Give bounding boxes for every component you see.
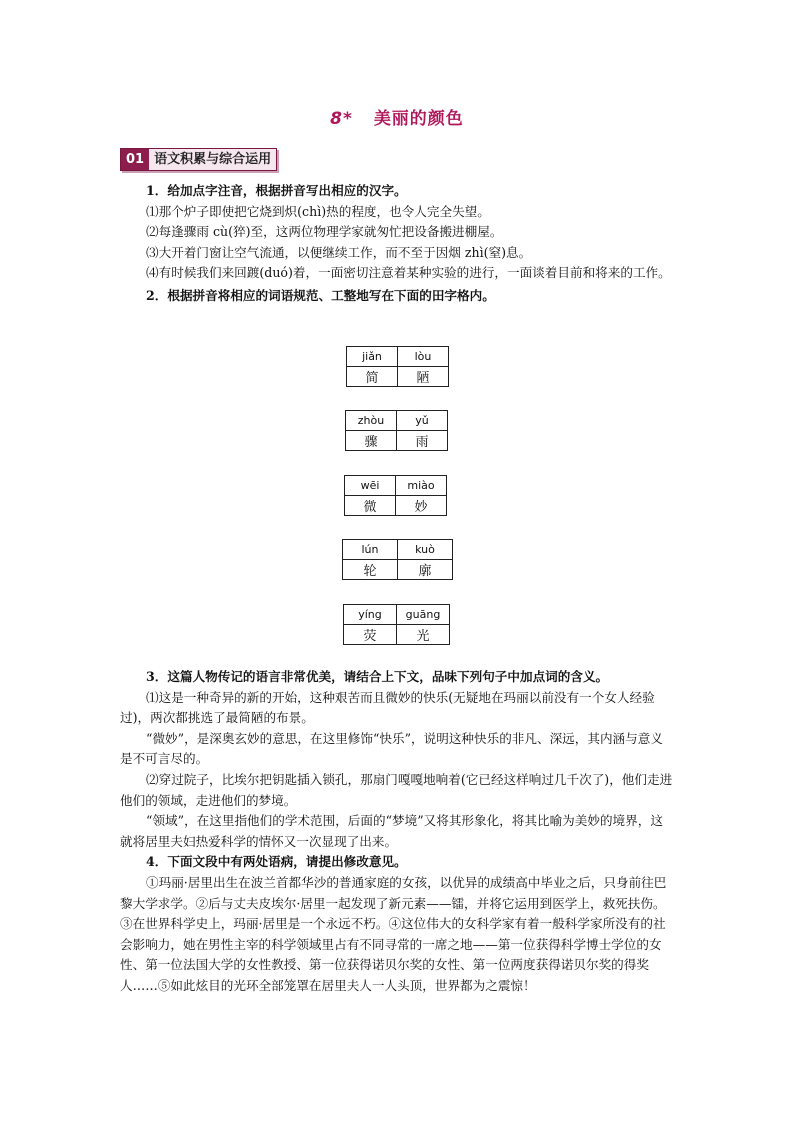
hanzi-cell: 廓 xyxy=(398,560,453,580)
pinyin-cell: yíng xyxy=(344,605,397,625)
q2-stem: 2．根据拼音将相应的词语规范、工整地写在下面的田字格内。 xyxy=(146,287,495,303)
hanzi-cell: 荧 xyxy=(344,625,397,645)
q3-sentence-1: ⑴这是一种奇异的新的开始，这种艰苦而且微妙的快乐(无疑地在玛丽以前没有一个女人经验过)，两次都挑选了最简陋的布景。 xyxy=(120,689,655,726)
lesson-title xyxy=(0,104,794,129)
section-header xyxy=(120,148,277,171)
hanzi-cell: 雨 xyxy=(397,431,448,451)
lesson-title-text: 美丽的颜色 xyxy=(373,109,464,129)
pinyin-cell: jiǎn xyxy=(347,347,398,367)
pinyin-cell: lòu xyxy=(398,347,449,367)
q4-passage: ①玛丽·居里出生在波兰首都华沙的普通家庭的女孩，以优异的成绩高中毕业之后，只身前往巴黎大学求学。②后与丈夫皮埃尔·居里一起发现了新元素——镭，并将它运用到医学上，救死扶伤。③在世界科学史上，玛丽·居里是一个永远不朽。④这位伟大的女科学家有着一般科学家所没有的社会影响力，她在男性主宰的科学领域里占有不同寻常的一席之地——第一位获得科学博士学位的女性、第一位法国大学的女性教授、第一位获得诺贝尔奖的女性、第一位两度获得诺贝尔奖的得奖人……⑤如此炫目的光环全部笼罩在居里夫人一人头顶，世界都为之震惊！ xyxy=(120,874,667,993)
tianzige-grid xyxy=(342,539,453,580)
q4-stem: 4．下面文段中有两处语病，请提出修改意见。 xyxy=(146,854,407,870)
hanzi-cell: 轮 xyxy=(343,560,398,580)
question-3 xyxy=(120,667,675,997)
lesson-number: 8* xyxy=(330,109,353,129)
hanzi-cell: 陋 xyxy=(398,367,449,387)
hanzi-cell: 骤 xyxy=(346,431,397,451)
q3-answer-2: “领域”，在这里指他们的学术范围，后面的“梦境”又将其形象化，将其比喻为美妙的境界，这就将居里夫妇热爱科学的情怀又一次显现了出来。 xyxy=(120,813,663,849)
q1-item: ⑵每逢骤雨 cù(猝)至，这两位物理学家就匆忙把设备搬进棚屋。 xyxy=(146,224,503,240)
question-1 xyxy=(120,181,675,307)
pinyin-cell: guāng xyxy=(397,605,450,625)
section-number: 01 xyxy=(121,149,149,170)
tianzige-grid xyxy=(345,410,448,451)
pinyin-cell: zhòu xyxy=(346,411,397,431)
tianzige-grid xyxy=(346,346,449,387)
q3-answer-1: “微妙”，是深奥玄妙的意思，在这里修饰“快乐”，说明这种快乐的非凡、深远，其内涵与意义是不可言尽的。 xyxy=(120,730,663,767)
pinyin-cell: yǔ xyxy=(397,411,448,431)
hanzi-cell: 妙 xyxy=(396,496,447,516)
pinyin-cell: lún xyxy=(343,540,398,560)
section-label: 语文积累与综合运用 xyxy=(149,149,276,170)
q1-item: ⑴那个炉子即使把它烧到炽(chì)热的程度，也令人完全失望。 xyxy=(146,203,490,219)
hanzi-cell: 光 xyxy=(397,625,450,645)
pinyin-cell: wēi xyxy=(345,476,396,496)
tianzige-grid xyxy=(343,604,450,645)
hanzi-cell: 微 xyxy=(345,496,396,516)
q3-sentence-2: ⑵穿过院子，比埃尔把钥匙插入锁孔，那扇门嘎嘎地响着(它已经这样响过几千次了)，他们走进他们的领域，走进他们的梦境。 xyxy=(120,771,673,808)
q1-stem: 1．给加点字注音，根据拼音写出相应的汉字。 xyxy=(146,183,407,198)
q1-item: ⑶大开着门窗让空气流通，以便继续工作，而不至于因烟 zhì(窒)息。 xyxy=(146,244,532,260)
hanzi-cell: 简 xyxy=(347,367,398,387)
q3-stem: 3．这篇人物传记的语言非常优美，请结合上下文，品味下列句子中加点词的含义。 xyxy=(146,669,609,684)
pinyin-cell: kuò xyxy=(398,540,453,560)
q1-item: ⑷有时候我们来回踱(duó)着，一面密切注意着某种实验的进行，一面谈着目前和将来的工作。 xyxy=(146,265,671,281)
tianzige-grid xyxy=(344,475,447,516)
pinyin-cell: miào xyxy=(396,476,447,496)
